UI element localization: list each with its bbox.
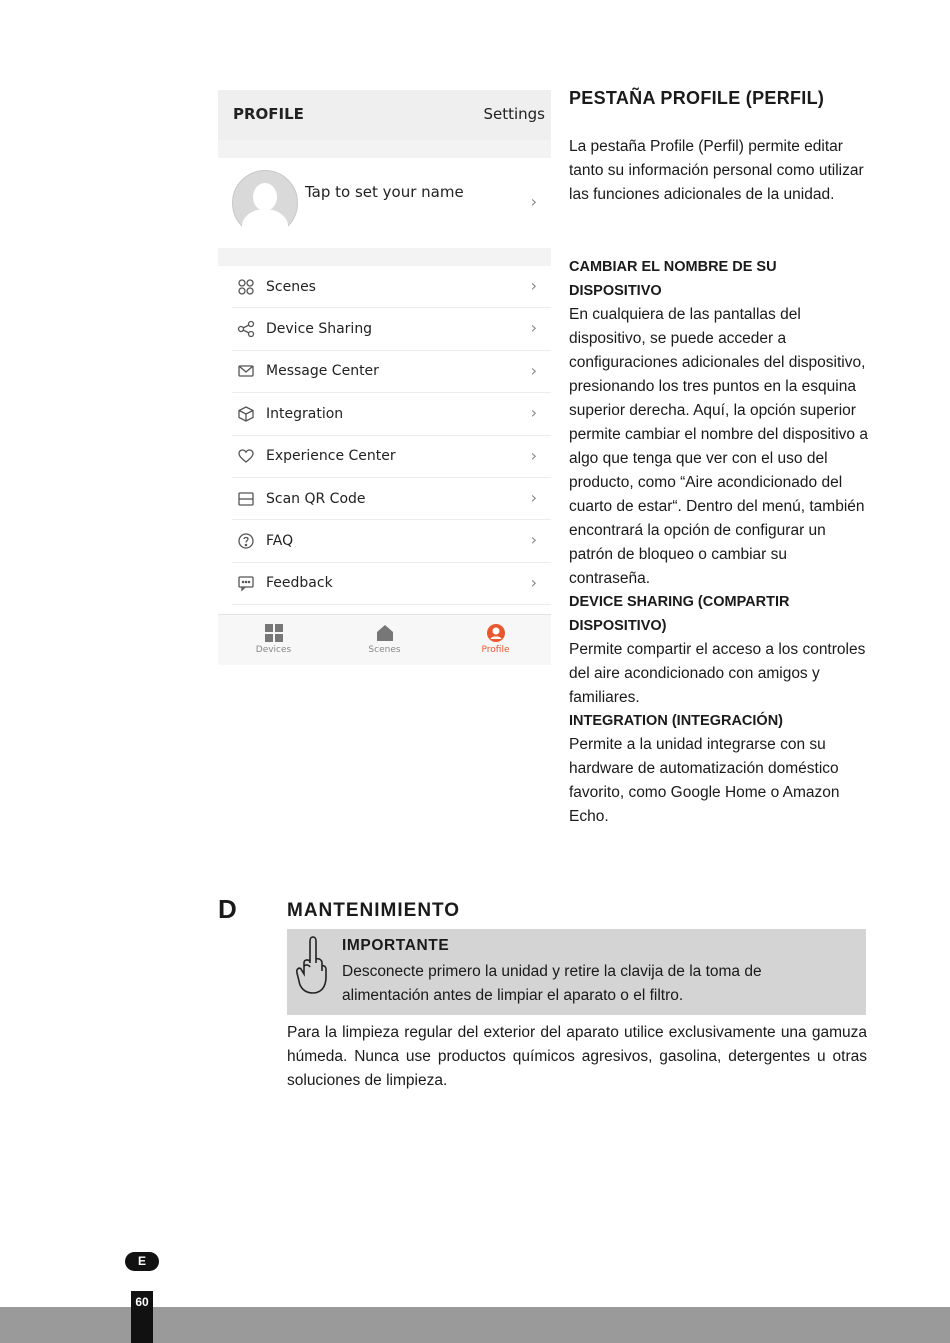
chevron-right-icon: › [530,487,537,507]
page-number: 60 [131,1291,153,1343]
section-title: MANTENIMIENTO [287,900,461,921]
tab-label: Profile [481,645,510,655]
menu-item-integration[interactable] [232,393,551,435]
chevron-right-icon: › [530,360,537,380]
menu-item-faq[interactable] [232,520,551,562]
sharing-heading: DEVICE SHARING (COMPARTIR DISPOSITIVO) [569,594,790,634]
integration-text: Permite a la unidad integrarse con su hardware de automatización doméstico favorito, como Google Home o Amazon Echo. [569,736,840,825]
integration-heading: INTEGRATION (INTEGRACIÓN) [569,713,783,729]
help-icon [236,531,256,551]
chevron-right-icon: › [530,572,537,592]
menu-item-label: Scenes [266,278,316,295]
settings-button[interactable]: Settings [483,105,545,123]
scenes-icon [236,277,256,297]
menu-item-scan-qr[interactable] [232,478,551,520]
note-title: IMPORTANTE [342,937,450,954]
important-note [287,929,866,1015]
section-heading: PESTAÑA PROFILE (PERFIL) [569,88,825,108]
tab-devices[interactable] [218,615,329,665]
menu-item-feedback[interactable] [232,563,551,605]
grid-icon [264,623,284,643]
app-screenshot [218,90,551,664]
heart-icon [236,446,256,466]
chevron-right-icon: › [530,276,537,295]
profile-menu [218,266,551,616]
chevron-right-icon: › [530,318,537,338]
profile-card[interactable] [218,158,551,248]
avatar [232,170,298,236]
menu-item-label: Feedback [266,575,333,592]
page-title: PROFILE [233,105,304,123]
integration-block [569,709,869,829]
feedback-icon [236,573,256,593]
pointing-hand-icon [291,933,331,997]
chevron-right-icon: › [530,403,537,423]
menu-item-label: Scan QR Code [266,490,366,507]
note-text: Desconecte primero la unidad y retire la clavija de la toma de alimentación antes de limpiar el aparato o el filtro. [342,963,762,1004]
intro-block [569,135,869,207]
menu-item-experience-center[interactable] [232,436,551,478]
tab-profile[interactable] [440,615,551,665]
menu-item-device-sharing[interactable] [232,308,551,350]
sharing-block [569,590,869,710]
scan-icon [236,489,256,509]
profile-icon [486,623,506,643]
bottom-tab-bar [218,614,551,665]
menu-item-label: Device Sharing [266,321,373,338]
sharing-text: Permite compartir el acceso a los controles del aire acondicionado con amigos y familiares. [569,641,866,706]
chevron-right-icon: › [530,530,537,550]
rename-heading: CAMBIAR EL NOMBRE DE SU DISPOSITIVO [569,259,777,299]
set-name-link[interactable]: Tap to set your name [305,183,464,201]
section-letter: D [218,894,237,924]
menu-item-label: FAQ [266,533,294,550]
rename-block [569,255,869,591]
menu-item-label: Message Center [266,363,379,380]
tab-label: Scenes [368,645,401,655]
intro-text: La pestaña Profile (Perfil) permite editar tanto su información personal como utilizar las funciones adicionales de la unidad. [569,138,864,203]
menu-item-label: Experience Center [266,448,396,465]
profile-tab-heading-block [569,86,869,110]
tab-scenes[interactable] [329,615,440,665]
chevron-right-icon: › [530,192,537,211]
chevron-right-icon: › [530,445,537,465]
cube-icon [236,404,256,424]
rename-text: En cualquiera de las pantallas del dispositivo, se puede acceder a configuraciones adicionales del dispositivo, presionando los tres puntos en la esquina superior derecha. Aquí, la opción superior permite cambiar el nombre del dispositivo a algo que tenga que ver con el uso del producto, como “Aire acondicionado del cuarto de estar“. Dentro del menú, también encontrará la opción de configurar un patrón de bloqueo o cambiar su contraseña. [569,306,868,587]
language-badge: E [125,1252,159,1271]
share-icon [236,319,256,339]
tab-label: Devices [255,645,292,655]
home-icon [375,623,395,643]
mail-icon [236,361,256,381]
profile-header [218,90,551,140]
maintenance-text: Para la limpieza regular del exterior del aparato utilice exclusivamente una gamuza húmeda. Nunca use productos químicos agresivos, gasolina, detergentes u otras soluciones de limpieza. [287,1024,867,1089]
menu-item-label: Integration [266,405,344,422]
menu-item-message-center[interactable] [232,351,551,393]
menu-item-scenes[interactable] [232,266,551,308]
